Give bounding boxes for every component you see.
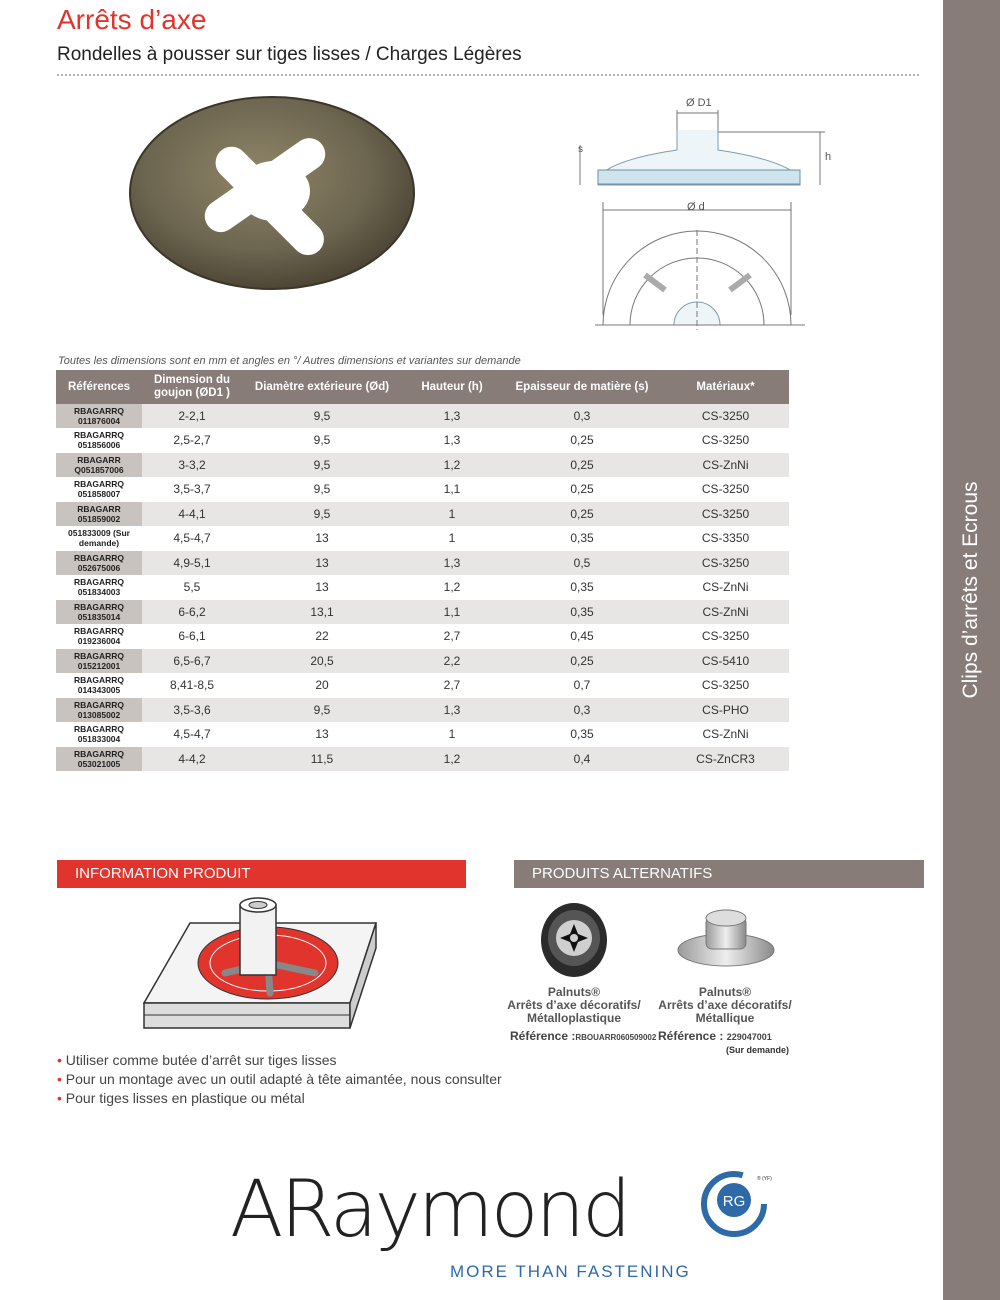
- reference-cell: RBAGARRQ 015212001: [56, 649, 142, 674]
- ref-label: Référence :: [658, 1029, 724, 1043]
- table-cell: 2,5-2,7: [142, 428, 242, 453]
- table-row: [56, 575, 789, 600]
- table-cell: 0,4: [502, 747, 662, 772]
- alt-reference-1: [510, 1029, 656, 1043]
- table-cell: 20,5: [242, 649, 402, 674]
- column-header: Hauteur (h): [402, 370, 502, 404]
- bullet-item: • Pour tiges lisses en plastique ou métal: [57, 1090, 502, 1109]
- alt-reference-2: [658, 1029, 772, 1043]
- table-cell: 0,35: [502, 526, 662, 551]
- reference-cell: RBAGARRQ 014343005: [56, 673, 142, 698]
- table-cell: 2,2: [402, 649, 502, 674]
- divider: [57, 74, 919, 76]
- table-cell: 13: [242, 551, 402, 576]
- table-cell: 0,35: [502, 600, 662, 625]
- table-cell: 11,5: [242, 747, 402, 772]
- tagline: MORE THAN FASTENING: [450, 1262, 691, 1281]
- alt-product-2: [652, 986, 798, 1025]
- table-cell: 3,5-3,7: [142, 477, 242, 502]
- table-cell: 3-3,2: [142, 453, 242, 478]
- column-header: Matériaux*: [662, 370, 789, 404]
- table-row: [56, 404, 789, 428]
- table-cell: 1,3: [402, 404, 502, 428]
- table-cell: 1,3: [402, 698, 502, 723]
- table-cell: CS-3350: [662, 526, 789, 551]
- table-cell: CS-3250: [662, 551, 789, 576]
- reference-cell: RBAGARR Q051857006: [56, 453, 142, 478]
- table-cell: CS-3250: [662, 624, 789, 649]
- table-cell: 13,1: [242, 600, 402, 625]
- dimensions-note: Toutes les dimensions sont en mm et angles en °/ Autres dimensions et variantes sur demande: [58, 355, 521, 367]
- page-subtitle: Rondelles à pousser sur tiges lisses / Charges Légères: [57, 44, 522, 65]
- table-row: [56, 673, 789, 698]
- table-cell: 13: [242, 722, 402, 747]
- reference-cell: RBAGARRQ 053021005: [56, 747, 142, 772]
- table-row: [56, 722, 789, 747]
- information-produit-header: INFORMATION PRODUIT: [57, 860, 466, 888]
- page-title: Arrêts d’axe: [57, 4, 207, 35]
- table-cell: CS-ZnNi: [662, 600, 789, 625]
- reference-cell: RBAGARRQ 011876004: [56, 404, 142, 428]
- alt-line2: Métallique: [695, 1011, 755, 1025]
- ref-code: 229047001: [726, 1032, 772, 1042]
- table-cell: 0,25: [502, 453, 662, 478]
- bullet-item: • Pour un montage avec un outil adapté à tête aimantée, nous consulter: [57, 1071, 502, 1090]
- table-row: [56, 551, 789, 576]
- alt-line2: Métalloplastique: [526, 1011, 621, 1025]
- table-cell: 2-2,1: [142, 404, 242, 428]
- ref-code: RBOUARR060509002: [575, 1033, 657, 1042]
- table-row: [56, 600, 789, 625]
- bullet-item: • Utiliser comme butée d’arrêt sur tiges lisses: [57, 1052, 502, 1071]
- reference-cell: RBAGARRQ 052675006: [56, 551, 142, 576]
- table-cell: 22: [242, 624, 402, 649]
- table-cell: 6,5-6,7: [142, 649, 242, 674]
- table-cell: 2,7: [402, 624, 502, 649]
- column-header: Epaisseur de matière (s): [502, 370, 662, 404]
- table-cell: CS-3250: [662, 673, 789, 698]
- table-cell: CS-ZnCR3: [662, 747, 789, 772]
- reference-cell: RBAGARRQ 051835014: [56, 600, 142, 625]
- table-row: [56, 502, 789, 527]
- table-cell: 0,25: [502, 428, 662, 453]
- label-s: s: [578, 144, 583, 155]
- table-cell: 8,41-8,5: [142, 673, 242, 698]
- table-cell: 9,5: [242, 477, 402, 502]
- reference-cell: RBAGARRQ 051834003: [56, 575, 142, 600]
- table-cell: 0,25: [502, 502, 662, 527]
- table-row: [56, 698, 789, 723]
- table-cell: 1,1: [402, 477, 502, 502]
- table-row: [56, 649, 789, 674]
- table-cell: 6-6,2: [142, 600, 242, 625]
- araymond-logo: ARaymond: [230, 1165, 629, 1255]
- alt-line1: Arrêts d’axe décoratifs/: [658, 998, 792, 1012]
- table-header-row: [56, 370, 789, 404]
- table-cell: CS-3250: [662, 502, 789, 527]
- washer-photo: [128, 95, 416, 295]
- table-cell: 9,5: [242, 502, 402, 527]
- table-row: [56, 747, 789, 772]
- table-cell: 9,5: [242, 698, 402, 723]
- table-cell: 4,9-5,1: [142, 551, 242, 576]
- table-cell: 1,3: [402, 428, 502, 453]
- table-cell: 13: [242, 526, 402, 551]
- table-cell: 1,1: [402, 600, 502, 625]
- label-d1: Ø D1: [686, 97, 712, 109]
- alt-brand: Palnuts®: [547, 985, 601, 999]
- rg-badge-text: RG: [722, 1193, 746, 1210]
- table-cell: 1: [402, 526, 502, 551]
- table-row: [56, 624, 789, 649]
- table-cell: CS-3250: [662, 404, 789, 428]
- table-cell: CS-3250: [662, 428, 789, 453]
- alt-product-1: [498, 986, 650, 1025]
- column-header: Références: [56, 370, 142, 404]
- reference-cell: RBAGARR 051859002: [56, 502, 142, 527]
- table-cell: 1,3: [402, 551, 502, 576]
- produits-alternatifs-header: PRODUITS ALTERNATIFS: [514, 860, 924, 888]
- label-d: Ø d: [687, 201, 705, 213]
- table-cell: 9,5: [242, 453, 402, 478]
- palnut-metalloplastique-image: [537, 900, 612, 980]
- table-cell: CS-3250: [662, 477, 789, 502]
- installation-illustration: [140, 893, 380, 1043]
- column-header: Diamètre extérieure (Ød): [242, 370, 402, 404]
- table-cell: 0,45: [502, 624, 662, 649]
- table-cell: 6-6,1: [142, 624, 242, 649]
- alt-brand: Palnuts®: [698, 985, 752, 999]
- reference-cell: RBAGARRQ 051833004: [56, 722, 142, 747]
- table-cell: 4-4,2: [142, 747, 242, 772]
- label-h: h: [825, 151, 832, 163]
- reference-cell: RBAGARRQ 051858007: [56, 477, 142, 502]
- table-cell: 4,5-4,7: [142, 722, 242, 747]
- info-bullets: [57, 1052, 502, 1109]
- table-cell: CS-ZnNi: [662, 722, 789, 747]
- table-cell: 0,5: [502, 551, 662, 576]
- table-row: [56, 526, 789, 551]
- table-row: [56, 453, 789, 478]
- table-cell: 9,5: [242, 404, 402, 428]
- table-cell: CS-PHO: [662, 698, 789, 723]
- table-cell: 20: [242, 673, 402, 698]
- table-cell: 4-4,1: [142, 502, 242, 527]
- table-cell: 1,2: [402, 575, 502, 600]
- table-row: [56, 477, 789, 502]
- table-cell: 0,35: [502, 575, 662, 600]
- reference-cell: RBAGARRQ 051856006: [56, 428, 142, 453]
- table-cell: 1,2: [402, 747, 502, 772]
- table-cell: 1: [402, 502, 502, 527]
- table-cell: 9,5: [242, 428, 402, 453]
- reference-cell: 051833009 (Sur demande): [56, 526, 142, 551]
- table-cell: 2,7: [402, 673, 502, 698]
- technical-diagram: [570, 90, 850, 335]
- table-row: [56, 428, 789, 453]
- sidebar-label: Clips d’arrêts et Ecrous: [959, 481, 982, 699]
- registered-mark: ® (YF): [757, 1176, 772, 1182]
- reference-cell: RBAGARRQ 019236004: [56, 624, 142, 649]
- alt-note: (Sur demande): [726, 1045, 790, 1055]
- ref-label: Référence :: [510, 1029, 576, 1043]
- table-cell: 0,35: [502, 722, 662, 747]
- table-cell: CS-5410: [662, 649, 789, 674]
- table-cell: 0,3: [502, 404, 662, 428]
- table-cell: CS-ZnNi: [662, 453, 789, 478]
- table-cell: 1,2: [402, 453, 502, 478]
- table-cell: 0,3: [502, 698, 662, 723]
- table-cell: 1: [402, 722, 502, 747]
- table-cell: 4,5-4,7: [142, 526, 242, 551]
- table-cell: 3,5-3,6: [142, 698, 242, 723]
- product-table: [56, 370, 789, 772]
- table-cell: 0,25: [502, 477, 662, 502]
- palnut-metallique-image: [676, 905, 776, 970]
- table-cell: 0,7: [502, 673, 662, 698]
- table-cell: 0,25: [502, 649, 662, 674]
- column-header: Dimension du goujon (ØD1 ): [142, 370, 242, 404]
- table-cell: 13: [242, 575, 402, 600]
- alt-line1: Arrêts d’axe décoratifs/: [507, 998, 641, 1012]
- table-cell: 5,5: [142, 575, 242, 600]
- reference-cell: RBAGARRQ 013085002: [56, 698, 142, 723]
- table-cell: CS-ZnNi: [662, 575, 789, 600]
